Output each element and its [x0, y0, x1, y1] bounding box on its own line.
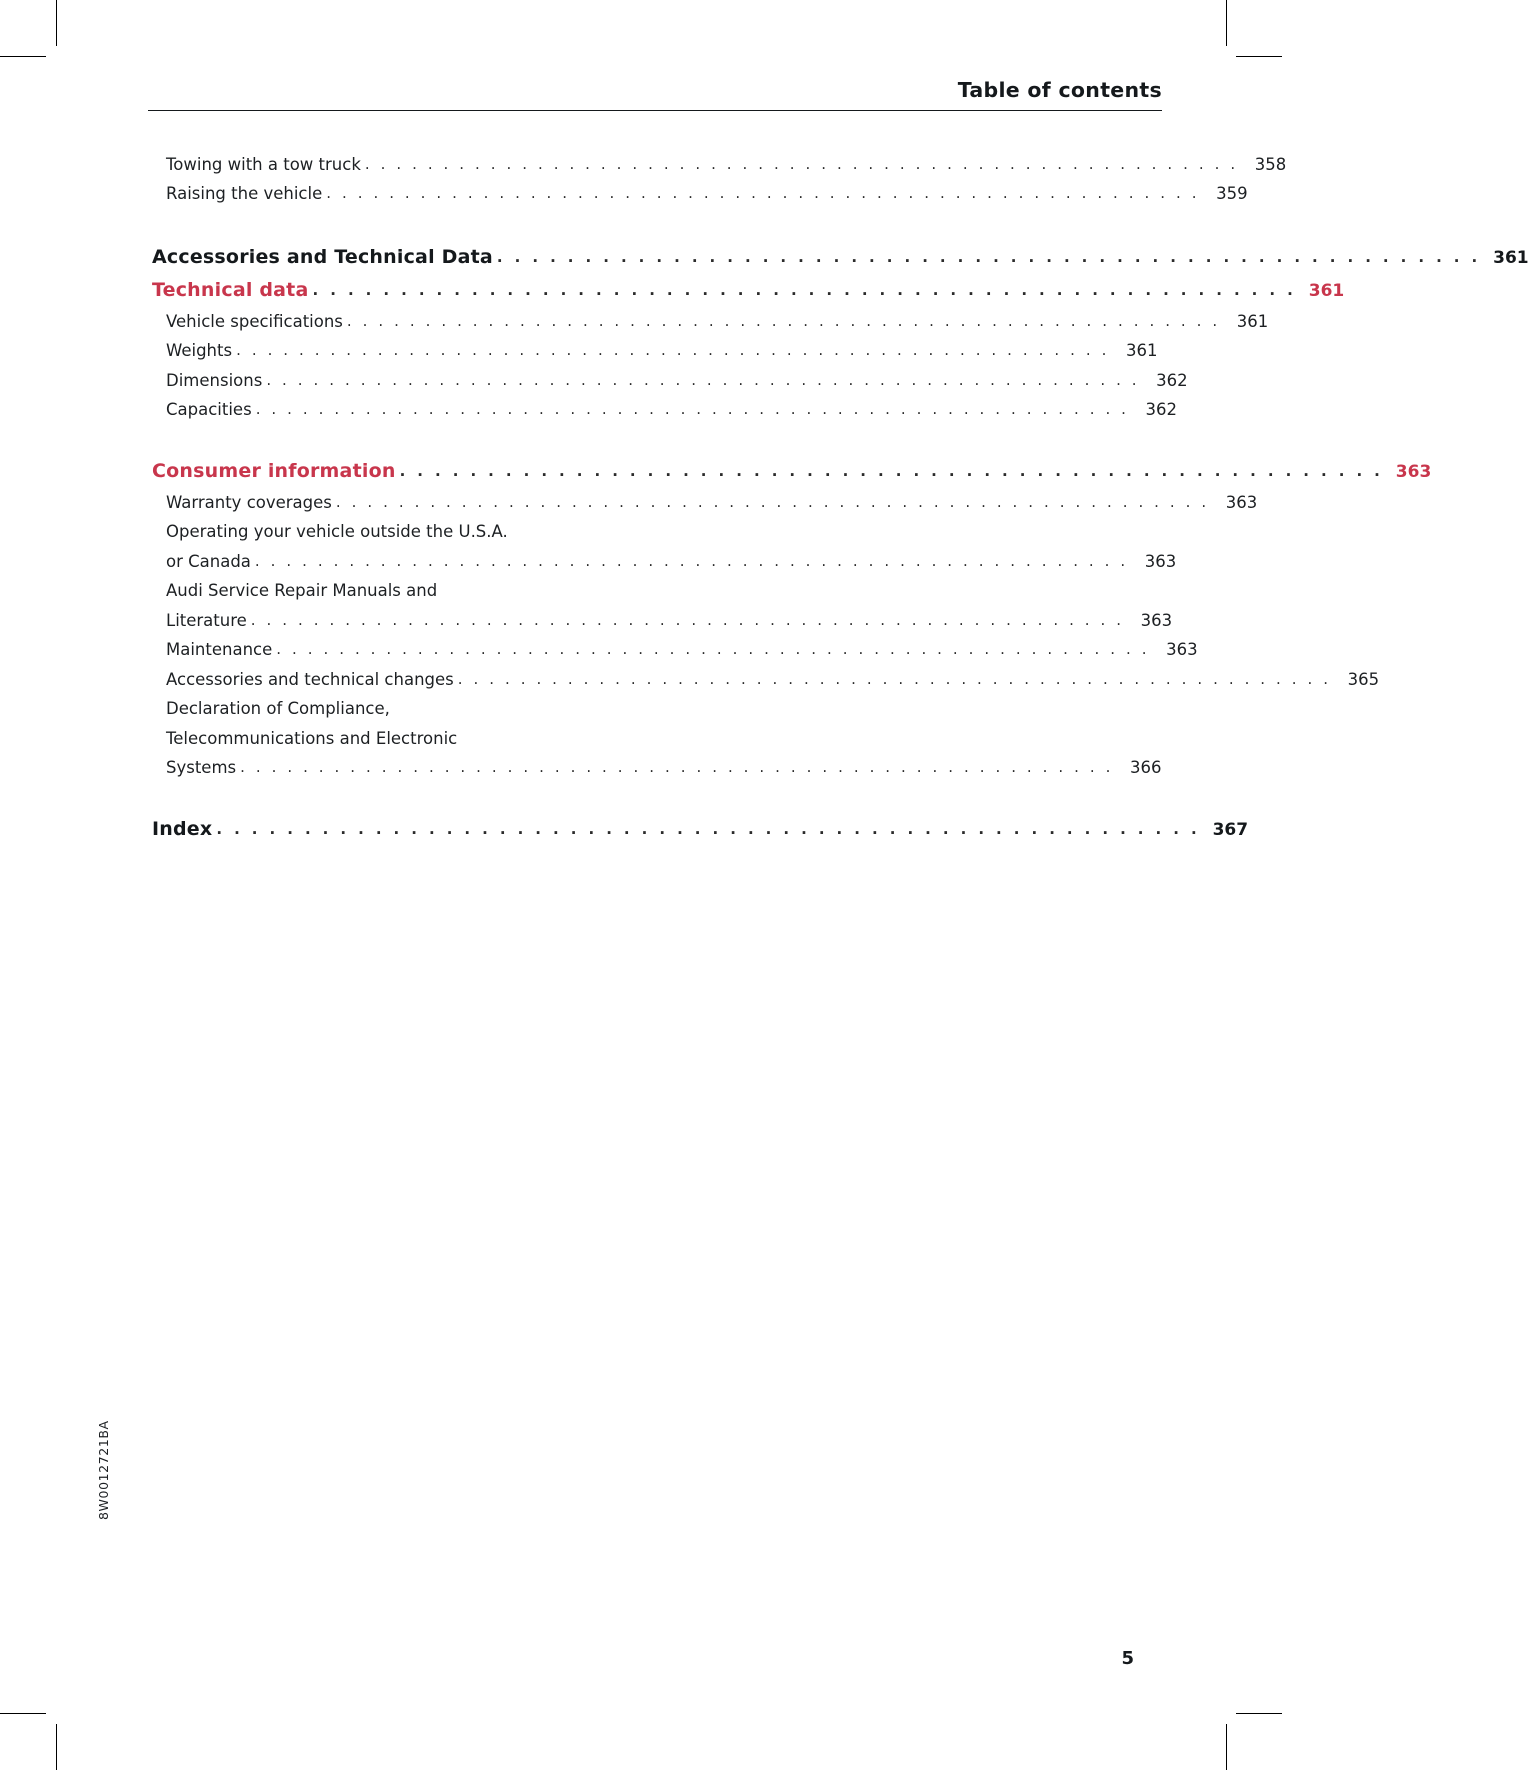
toc-entry-page: 363 [1140, 610, 1173, 630]
leader-dots: . . . . . . . . . . . . . . . . . . . . . . . . . . . . . . . . . . . . . . . . . . . . . . . . . . . . . . . . [399, 462, 1384, 480]
toc-entry-page: 358 [1254, 154, 1287, 174]
toc-entry-page: 366 [1129, 758, 1162, 777]
table-of-contents [152, 150, 1529, 846]
toc-index[interactable] [152, 813, 1249, 846]
document-part-number: 8W0012721BA [96, 1420, 111, 1520]
crop-mark-bottom-left-h [0, 1713, 46, 1714]
toc-entry-label: Maintenance [166, 640, 273, 659]
toc-entry[interactable] [166, 307, 1269, 337]
leader-dots: . . . . . . . . . . . . . . . . . . . . . . . . . . . . . . . . . . . . . . . . . . . . . . . . . . . . . . . . [335, 492, 1210, 511]
crop-mark-bottom-right-v [1226, 1724, 1227, 1770]
leader-dots: . . . . . . . . . . . . . . . . . . . . . . . . . . . . . . . . . . . . . . . . . . . . . . . . . . . . . . . . [255, 400, 1130, 418]
toc-entry-label: Raising the vehicle [166, 184, 323, 203]
toc-section-label: Technical data [152, 279, 309, 301]
toc-entry-label: Warranty coverages [166, 492, 332, 512]
toc-entry-wrapped-line[interactable] [166, 518, 642, 548]
toc-group [152, 455, 1432, 783]
toc-entry-page: 361 [1236, 311, 1269, 331]
toc-entry[interactable] [166, 488, 1258, 518]
toc-entry[interactable] [166, 636, 1198, 666]
toc-entry[interactable] [166, 396, 1178, 426]
toc-entry-wrapped-line[interactable] [166, 577, 642, 607]
toc-entry-page: 363 [1166, 640, 1198, 659]
crop-mark-top-left-v [56, 0, 57, 46]
leader-dots: . . . . . . . . . . . . . . . . . . . . . . . . . . . . . . . . . . . . . . . . . . . . . . . . . . . . . . . . [346, 311, 1221, 330]
leader-dots: . . . . . . . . . . . . . . . . . . . . . . . . . . . . . . . . . . . . . . . . . . . . . . . . . . . . . . . . [276, 640, 1150, 658]
header-divider [148, 110, 1162, 111]
leader-dots: . . . . . . . . . . . . . . . . . . . . . . . . . . . . . . . . . . . . . . . . . . . . . . . . . . . . . . . . [326, 184, 1200, 202]
spacer [152, 783, 642, 813]
toc-entry-label: Audi Service Repair Manuals and [166, 581, 438, 600]
toc-chapter[interactable] [152, 241, 1529, 274]
leader-dots: . . . . . . . . . . . . . . . . . . . . . . . . . . . . . . . . . . . . . . . . . . . . . . . . . . . . . . . . [236, 341, 1110, 359]
leader-dots: . . . . . . . . . . . . . . . . . . . . . . . . . . . . . . . . . . . . . . . . . . . . . . . . . . . . . . . . [240, 758, 1114, 776]
toc-entry-label: Towing with a tow truck [166, 154, 361, 174]
toc-entry[interactable] [166, 754, 1162, 784]
crop-mark-bottom-right-h [1236, 1713, 1282, 1714]
page-title: Table of contents [957, 78, 1162, 102]
leader-dots: . . . . . . . . . . . . . . . . . . . . . . . . . . . . . . . . . . . . . . . . . . . . . . . . . . . . . . . . [266, 370, 1140, 389]
leader-dots: . . . . . . . . . . . . . . . . . . . . . . . . . . . . . . . . . . . . . . . . . . . . . . . . . . . . . . . . [496, 248, 1481, 266]
toc-entry-wrapped-line[interactable] [166, 695, 642, 725]
toc-entry-label: Declaration of Compliance, [166, 699, 390, 718]
toc-entry[interactable] [166, 547, 1177, 577]
toc-entry-label: or Canada [166, 551, 251, 571]
toc-chapter-page: 361 [1493, 248, 1529, 268]
toc-section-page: 361 [1308, 281, 1345, 301]
spacer [152, 425, 642, 455]
toc-section[interactable] [152, 274, 1345, 307]
toc-entry[interactable] [166, 606, 1173, 636]
toc-group [152, 241, 1529, 425]
toc-entry-label: Vehicle specifications [166, 311, 343, 331]
crop-mark-bottom-left-v [56, 1724, 57, 1770]
crop-mark-top-right-v [1226, 0, 1227, 46]
leader-dots: . . . . . . . . . . . . . . . . . . . . . . . . . . . . . . . . . . . . . . . . . . . . . . . . . . . . . . . . [254, 551, 1129, 570]
leader-dots: . . . . . . . . . . . . . . . . . . . . . . . . . . . . . . . . . . . . . . . . . . . . . . . . . . . . . . . . [457, 669, 1332, 688]
toc-entry[interactable] [166, 150, 1287, 180]
leader-dots: . . . . . . . . . . . . . . . . . . . . . . . . . . . . . . . . . . . . . . . . . . . . . . . . . . . . . . . . [216, 820, 1201, 838]
page-number: 5 [1121, 1648, 1134, 1669]
toc-entry-label: Capacities [166, 400, 252, 419]
toc-chapter-label: Accessories and Technical Data [152, 246, 493, 268]
toc-entry-label: Dimensions [166, 370, 263, 390]
toc-entry-label: Telecommunications and Electronic [166, 728, 458, 748]
leader-dots: . . . . . . . . . . . . . . . . . . . . . . . . . . . . . . . . . . . . . . . . . . . . . . . . . . . . . . . . [364, 154, 1239, 173]
toc-entry-label: Operating your vehicle outside the U.S.A. [166, 522, 508, 541]
toc-entry-page: 362 [1156, 370, 1188, 390]
crop-mark-top-right-h [1236, 56, 1282, 57]
toc-entry-label: Accessories and technical changes [166, 669, 454, 689]
leader-dots: . . . . . . . . . . . . . . . . . . . . . . . . . . . . . . . . . . . . . . . . . . . . . . . . . . . . . . . . [312, 281, 1297, 299]
toc-entry-page: 363 [1144, 551, 1177, 571]
toc-entry-label: Weights [166, 341, 233, 360]
toc-entry-page: 365 [1347, 669, 1380, 689]
toc-entry-page: 363 [1225, 492, 1258, 512]
toc-index-page: 367 [1212, 820, 1249, 840]
toc-entry-wrapped-line[interactable] [166, 724, 642, 754]
leader-dots: . . . . . . . . . . . . . . . . . . . . . . . . . . . . . . . . . . . . . . . . . . . . . . . . . . . . . . . . [250, 610, 1125, 629]
toc-entry-page: 362 [1145, 400, 1178, 419]
toc-entry[interactable] [166, 665, 1380, 695]
toc-index-label: Index [152, 818, 213, 840]
toc-section-page: 363 [1395, 462, 1432, 482]
toc-section[interactable] [152, 455, 1432, 488]
toc-entry[interactable] [166, 337, 1158, 367]
spacer [152, 209, 642, 241]
toc-section-label: Consumer information [152, 460, 396, 482]
toc-entry-label: Literature [166, 610, 247, 630]
toc-entry-label: Systems [166, 758, 237, 777]
toc-group [152, 150, 1287, 209]
toc-entry-page: 359 [1216, 184, 1248, 203]
crop-mark-top-left-h [0, 56, 46, 57]
toc-entry-page: 361 [1125, 341, 1158, 360]
toc-group [152, 813, 1249, 846]
toc-entry[interactable] [166, 366, 1188, 396]
page-header [148, 78, 1162, 111]
toc-entry[interactable] [166, 180, 1248, 210]
